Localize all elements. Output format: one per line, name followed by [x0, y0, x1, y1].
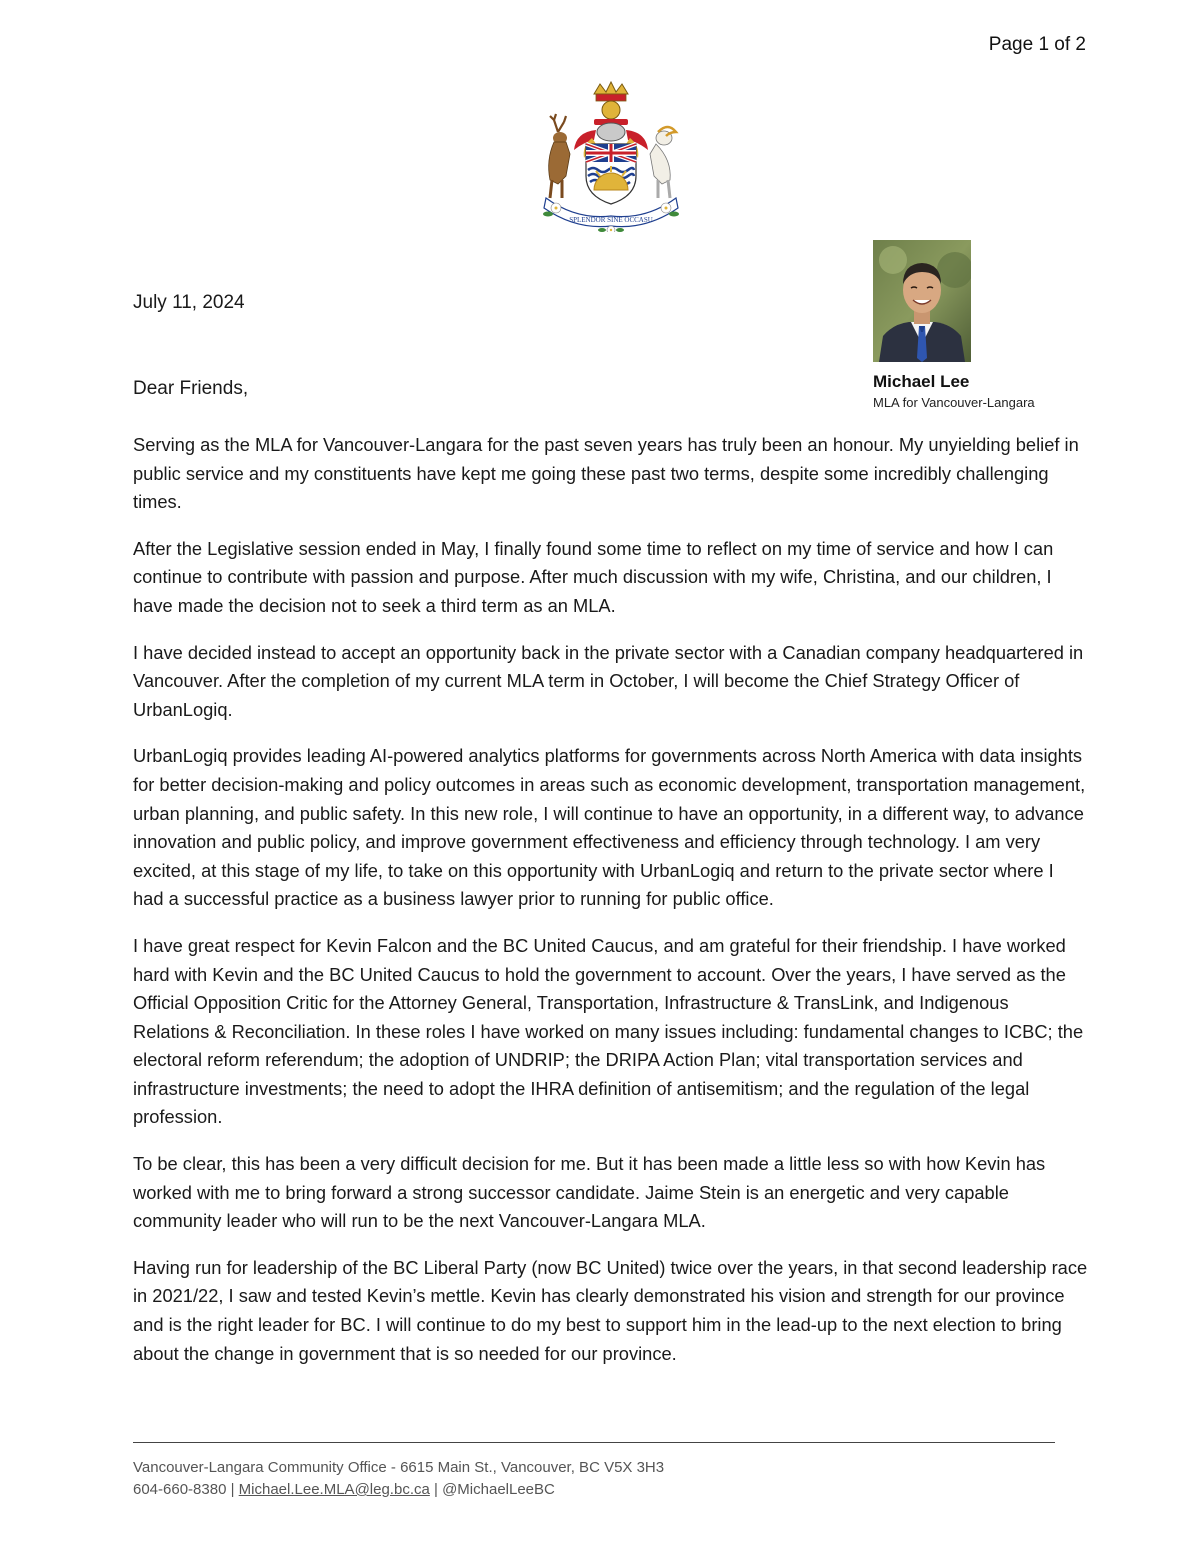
footer-contact-line [133, 1479, 664, 1501]
letter-paragraph: Having run for leadership of the BC Liberal Party (now BC United) twice over the years, in that second leadership race in 2021/22, I saw and tested Kevin’s mettle. Kevin has clearly demonstrated his vision and strength for our province and is the right leader for BC. I will continue to do my best to support him in the lead-up to the next election to bring about the change in government that is so needed for our province. [133, 1256, 1088, 1364]
letter-paragraph: Serving as the MLA for Vancouver-Langara for the past seven years has truly been an honour. My unyielding belief in public service and my constituents have kept me going these past two terms, despite some incredibly challenging times. [133, 434, 1079, 513]
profile-title: MLA for Vancouver-Langara [873, 395, 1035, 410]
letter-paragraph: I have great respect for Kevin Falcon and the BC United Caucus, and am grateful for their friendship. I have worked hard with Kevin and the BC United Caucus to hold the government to account. Over the years, I have served as the Official Opposition Critic for the Attorney General, Transportation, Infrastructure & TransLink, and Indigenous Relations & Reconciliation. In these roles I have worked on many issues including: fundamental changes to ICBC; the electoral reform referendum; the adoption of UNDRIP; the DRIPA Action Plan; vital transportation services and infrastructure investments; the need to adopt the IHRA definition of antisemitism; and the regulation of the legal profession. [133, 934, 1084, 1128]
footer-divider [133, 1442, 1055, 1443]
page-number: Page 1 of 2 [988, 34, 1086, 55]
letter-paragraph: UrbanLogiq provides leading AI-powered analytics platforms for governments across North America with data insights for better decision-making and policy outcomes in areas such as economic development, transportation management, urban planning, and public safety. In this new role, I will continue to have an opportunity, in a different way, to advance innovation and public policy, and improve government effectiveness and efficiency through technology. I am very excited, at this stage of my life, to take on this opportunity with UrbanLogiq and return to the private sector where I had a successful practice as a business lawyer prior to running for public office. [133, 745, 1086, 910]
letter-body [133, 431, 1089, 1386]
letter-paragraph: After the Legislative session ended in May, I finally found some time to reflect on my time of service and how I can continue to contribute with passion and purpose. After much discussion with my wife, Christina, and our children, I have made the decision not to seek a third term as an MLA. [133, 537, 1054, 616]
profile-name: Michael Lee [873, 372, 970, 391]
headshot-graphic [873, 240, 971, 362]
footer-phone: 604-660-8380 [133, 1481, 227, 1498]
letter-paragraph: To be clear, this has been a very difficult decision for me. But it has been made a little less so with how Kevin has worked with me to bring forward a strong successor candidate. Jaime Stein is an energetic and very capable community leader who will run to be the next Vancouver-Langara MLA. [133, 1153, 1046, 1232]
letter-salutation: Dear Friends, [133, 378, 249, 399]
crest-motto: SPLENDOR SINE OCCASU [569, 216, 653, 224]
footer-separator: | [434, 1481, 438, 1498]
profile-photo [873, 240, 971, 362]
letter-paragraph: I have decided instead to accept an opportunity back in the private sector with a Canadian company headquartered in Vancouver. After the completion of my current MLA term in October, I will become the Chief Strategy Officer of UrbanLogiq. [133, 641, 1084, 720]
footer-email-link[interactable]: Michael.Lee.MLA@leg.bc.ca [238, 1481, 430, 1498]
crest-graphic [536, 80, 686, 232]
footer [133, 1457, 664, 1501]
footer-separator: | [230, 1481, 235, 1498]
letter-date: July 11, 2024 [133, 292, 245, 313]
footer-social-handle: @MichaelLeeBC [442, 1481, 555, 1498]
bc-coat-of-arms-logo [536, 80, 686, 232]
footer-address: Vancouver-Langara Community Office - 6615 Main St., Vancouver, BC V5X 3H3 [133, 1459, 665, 1476]
